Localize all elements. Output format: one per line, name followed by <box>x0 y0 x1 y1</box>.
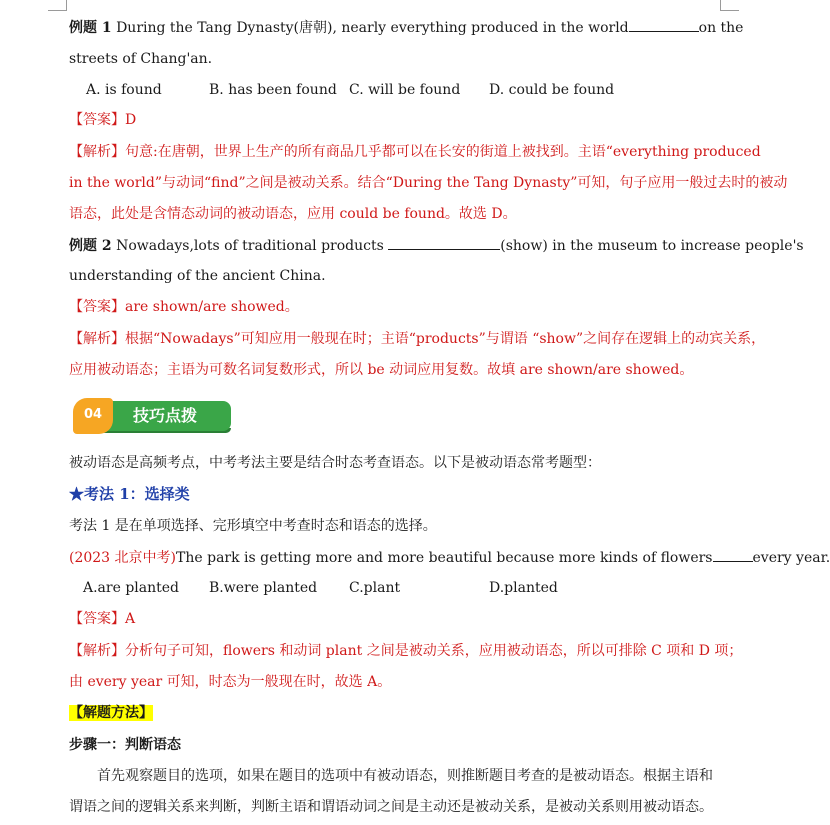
example2-analysis-text1: 根据“Nowadays”可知应用一般现在时；主语“products”与谓语 “show”之间存在逻辑上的动宾关系， <box>125 331 766 347</box>
example1-analysis-line3: 语态，此处是含情态动词的被动语态，应用 could be found。故选 D。 <box>69 206 517 222</box>
example1-option-b: B. has been found <box>209 82 337 98</box>
example2-question-text: Nowadays,lots of traditional products <box>111 238 389 254</box>
example1-answer-value: D <box>125 112 137 128</box>
step1-heading: 步骤一：判断语态 <box>69 737 181 753</box>
section-badge <box>73 398 231 438</box>
example2-answer-tag: 【答案】 <box>69 299 125 315</box>
section-number: 04 <box>73 398 113 434</box>
example1-analysis-line1 <box>69 142 761 162</box>
section-title: 技巧点拨 <box>133 406 198 425</box>
method1-source: (2023 北京中考) <box>69 550 177 566</box>
example2-label: 例题 2 <box>69 238 112 254</box>
example2-question-tail: (show) in the museum to increase people's <box>500 238 804 254</box>
solving-method-tag: 【解题方法】 <box>69 705 153 721</box>
method1-blank <box>713 547 753 562</box>
example1-question-text: During the Tang Dynasty(唐朝), nearly everything produced in the world <box>111 20 629 36</box>
page-corner-mark-left <box>48 0 67 11</box>
example2-analysis-line1 <box>69 329 765 349</box>
page-corner-mark-right <box>720 0 739 11</box>
method1-option-d: D.planted <box>489 580 558 596</box>
example2-analysis-line2: 应用被动语态；主语为可数名词复数形式，所以 be 动词应用复数。故填 are shown/are showed。 <box>69 362 694 378</box>
example2-question-line2: understanding of the ancient China. <box>69 268 326 284</box>
example1-option-a: A. is found <box>86 82 162 98</box>
method1-question <box>69 547 830 568</box>
example2-answer-value: are shown/are showed。 <box>125 299 299 315</box>
example2-question <box>69 235 804 256</box>
example1-analysis-tag: 【解析】 <box>69 144 125 160</box>
example1-blank <box>629 17 699 32</box>
method1-analysis-text1: 分析句子可知，flowers 和动词 plant 之间是被动关系，应用被动语态，所以可排除 C 项和 D 项； <box>125 643 743 659</box>
method1-question-text: The park is getting more and more beautiful because more kinds of flowers <box>176 550 713 566</box>
method1-answer <box>69 609 135 629</box>
step1-paragraph-line2: 谓语之间的逻辑关系来判断，判断主语和谓语动词之间是主动还是被动关系，是被动关系则用被动语态。 <box>69 799 713 815</box>
method1-analysis-line1 <box>69 641 742 661</box>
method1-option-c: C.plant <box>349 580 401 596</box>
method1-option-b: B.were planted <box>209 580 318 596</box>
method1-analysis-line2: 由 every year 可知，时态为一般现在时，故选 A。 <box>69 674 392 690</box>
example1-analysis-text1: 句意:在唐朝，世界上生产的所有商品几乎都可以在长安的街道上被找到。主语“everything produced <box>125 144 761 160</box>
method1-description: 考法 1 是在单项选择、完形填空中考查时态和语态的选择。 <box>69 518 437 534</box>
method1-option-a: A.are planted <box>83 580 180 596</box>
example1-question <box>69 17 743 38</box>
example1-option-d: D. could be found <box>489 82 615 98</box>
solving-method-heading <box>69 703 153 723</box>
example2-blank <box>388 235 500 250</box>
method1-answer-tag: 【答案】 <box>69 611 125 627</box>
example1-question-line2: streets of Chang'an. <box>69 51 213 67</box>
example1-option-c: C. will be found <box>349 82 461 98</box>
example1-answer-tag: 【答案】 <box>69 112 125 128</box>
method1-title: ★考法 1：选择类 <box>69 485 190 503</box>
example2-analysis-tag: 【解析】 <box>69 331 125 347</box>
section-intro: 被动语态是高频考点，中考考法主要是结合时态考查语态。以下是被动语态常考题型： <box>69 455 601 471</box>
example2-answer <box>69 297 299 317</box>
example1-question-tail: on the <box>698 20 744 36</box>
step1-paragraph-line1: 首先观察题目的选项，如果在题目的选项中有被动语态，则推断题目考查的是被动语态。根据主语和 <box>97 768 713 784</box>
example1-label: 例题 1 <box>69 20 112 36</box>
example1-analysis-line2: in the world”与动词“find”之间是被动关系。结合“During the Tang Dynasty”可知，句子应用一般过去时的被动 <box>69 175 788 191</box>
method1-answer-value: A <box>125 611 136 627</box>
example1-answer <box>69 110 136 130</box>
method1-question-tail: every year. <box>752 550 830 566</box>
method1-analysis-tag: 【解析】 <box>69 643 125 659</box>
